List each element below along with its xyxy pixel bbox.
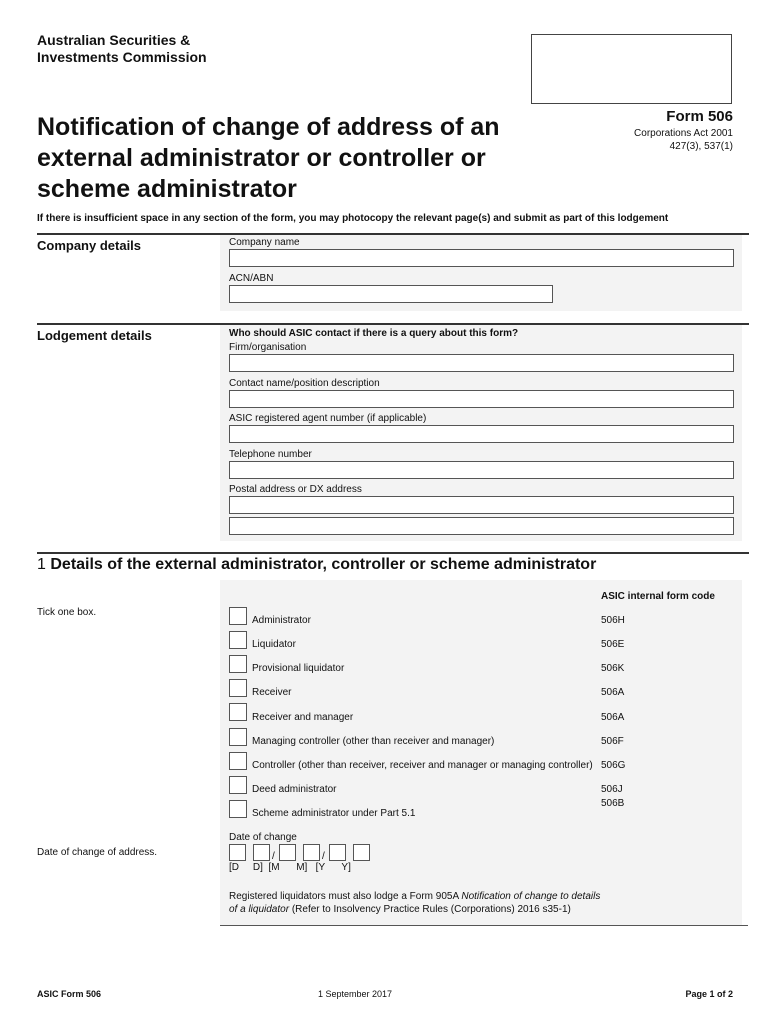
phone-label: Telephone number [229,449,312,460]
code-liquidator: 506E [601,639,625,650]
form-title [37,112,597,205]
title-line-2: external administrator or controller or [37,144,486,172]
footer-form: ASIC Form 506 [37,989,102,999]
code-scheme-administrator: 506B [601,798,625,809]
liquidator-note-italic-1: Notification of change to details [461,891,601,902]
title-line-1: Notification of change of address of an [37,113,500,141]
liquidator-note-italic-2: of a liquidator [229,904,290,915]
code-administrator: 506H [601,615,625,626]
date-label: Date of change [229,832,297,843]
checkbox-scheme-administrator[interactable] [229,800,247,818]
firm-label: Firm/organisation [229,342,307,353]
office-use-box [531,34,732,104]
option-administrator: Administrator [252,615,311,626]
option-receiver-and-manager: Receiver and manager [252,712,354,723]
code-deed-administrator: 506J [601,784,623,795]
code-controller: 506G [601,760,626,771]
liquidator-note [229,890,629,916]
option-deed-administrator: Deed administrator [252,784,337,795]
option-provisional-liquidator: Provisional liquidator [252,663,345,674]
company-name-label: Company name [229,237,300,248]
lodgement-question: Who should ASIC contact if there is a query about this form? [229,328,519,339]
date-month-2[interactable] [303,844,320,861]
code-receiver-and-manager: 506A [601,712,625,723]
contact-label: Contact name/position description [229,378,380,389]
section1-title-text: Details of the external administrator, controller or scheme administrator [50,556,597,573]
date-day-1[interactable] [229,844,246,861]
checkbox-liquidator[interactable] [229,631,247,649]
date-side-label: Date of change of address. [37,847,158,858]
checkbox-controller[interactable] [229,752,247,770]
section1-rule [37,552,749,554]
org-line-1: Australian Securities & [37,32,191,48]
footer-page: Page 1 of 2 [685,989,733,999]
phone-field[interactable] [229,461,734,479]
act-line-1: Corporations Act 2001 [634,128,733,139]
checkbox-receiver[interactable] [229,679,247,697]
date-separator-1: / [272,851,275,862]
option-controller: Controller (other than receiver, receiver and manager or managing controller) [252,760,593,771]
company-name-field[interactable] [229,249,734,267]
org-line-2: Investments Commission [37,49,207,65]
agent-label: ASIC registered agent number (if applicable) [229,413,427,424]
agent-field[interactable] [229,425,734,443]
act-line-2: 427(3), 537(1) [669,141,733,152]
acn-field[interactable] [229,285,553,303]
checkbox-managing-controller[interactable] [229,728,247,746]
firm-field[interactable] [229,354,734,372]
title-line-3: scheme administrator [37,175,297,203]
code-receiver: 506A [601,687,625,698]
date-day-2[interactable] [253,844,270,861]
form-number: Form 506 [666,108,733,125]
postal-field-1[interactable] [229,496,734,514]
code-header: ASIC internal form code [601,591,715,602]
space-note: If there is insufficient space in any section of the form, you may photocopy the relevant page(s) and submit as part of this lodgement [37,213,669,224]
checkbox-deed-administrator[interactable] [229,776,247,794]
date-format-hint: [D D] [M M] [Y Y] [229,862,351,873]
checkbox-provisional-liquidator[interactable] [229,655,247,673]
section1-bottom-rule [220,925,748,926]
footer-date: 1 September 2017 [318,989,393,999]
date-month-1[interactable] [279,844,296,861]
section1-panel [220,580,742,925]
option-managing-controller: Managing controller (other than receiver and manager) [252,736,495,747]
tick-instruction: Tick one box. [37,607,97,618]
contact-field[interactable] [229,390,734,408]
code-provisional-liquidator: 506K [601,663,625,674]
acn-label: ACN/ABN [229,273,274,284]
company-heading: Company details [37,238,142,253]
checkbox-receiver-and-manager[interactable] [229,703,247,721]
section1-title [37,556,596,574]
postal-label: Postal address or DX address [229,484,362,495]
date-separator-2: / [322,851,325,862]
option-liquidator: Liquidator [252,639,296,650]
org-name [37,32,297,66]
liquidator-note-text-1: Registered liquidators must also lodge a Form 905A [229,891,462,902]
section1-number: 1 [37,556,46,573]
date-year-1[interactable] [329,844,346,861]
lodgement-heading: Lodgement details [37,328,152,343]
code-managing-controller: 506F [601,736,624,747]
option-receiver: Receiver [252,687,292,698]
date-year-2[interactable] [353,844,370,861]
postal-field-2[interactable] [229,517,734,535]
checkbox-administrator[interactable] [229,607,247,625]
act-reference [533,127,733,153]
liquidator-note-text-2: (Refer to Insolvency Practice Rules (Corporations) 2016 s35-1) [289,904,571,915]
option-scheme-administrator: Scheme administrator under Part 5.1 [252,808,416,819]
